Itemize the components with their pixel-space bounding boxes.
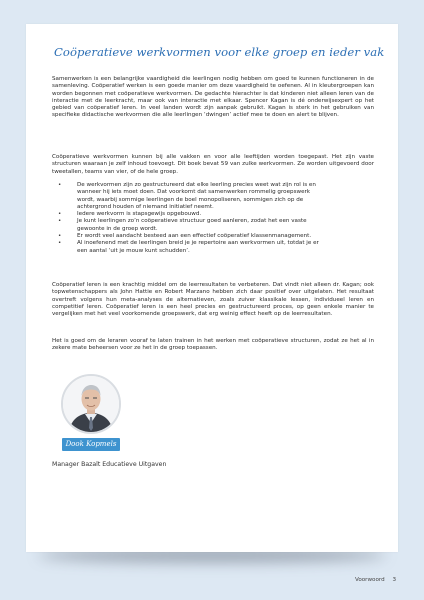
- avatar: [61, 374, 121, 434]
- intro-paragraph: [52, 76, 374, 120]
- page-footer: [349, 577, 396, 583]
- paragraph-structures: Coöperatieve werkvormen kunnen bij alle vakken en voor alle leeftijden worden toegepast. Het zijn vaste structuren waaraan je zelf inhoud toevoegt. Dit boek bevat 59 van zulke werkvormen. Ze worden uitgevoerd door tweetallen, teams van vier, of de hele groep.: [52, 154, 374, 175]
- feature-list: [52, 182, 374, 255]
- list-item: • Er wordt veel aandacht besteed aan een effectief coöperatief klassenmanagement.: [52, 233, 374, 240]
- page-title: Coöperatieve werkvormen voor elke groep en ieder vak: [54, 45, 385, 59]
- paragraph-research: Coöperatief leren is een krachtig middel om de leerresultaten te verbeteren. Dat vindt niet alleen dr. Kagan; ook topwetenschappers als John Hattie en Robert Marzano hebben zich daar positief over uitgelaten. Het resultaat overtreft volgens hun meta-analyses de alternatieven, zoals zuiver klassikale lessen, individueel leren en competitief leren. Coöperatief leren is een heel precies en gestructureerd proces, op geen enkele manier te vergelijken met het veel voorkomende groepswerk, dat erg weinig effect heeft op de leerresultaten.: [52, 282, 374, 318]
- document-page: [26, 24, 398, 552]
- list-item: • Iedere werkvorm is stapsgewijs opgebouwd.: [52, 211, 374, 218]
- closing-paragraph: [52, 338, 374, 353]
- list-item: • Je kunt leerlingen zo’n coöperatieve structuur goed aanleren, zodat het een vaste gewoonte in de groep wordt.: [52, 218, 374, 233]
- structures-paragraph: [52, 154, 374, 176]
- portrait-illustration: [63, 376, 119, 432]
- research-paragraph: [52, 282, 374, 318]
- list-item: • De werkvormen zijn zo gestructureerd dat elke leerling precies weet wat zijn rol is en wanneer hij iets moet doen. Dat voorkomt dat samenwerken rommelig groepswerk wordt, waarbij sommige leerlingen de boel monopoliseren, sommigen zich op de achtergrond houden of niemand initiatief neemt.: [52, 182, 374, 211]
- author-name-badge: Dook Kopmels: [62, 438, 120, 451]
- page-number: 3: [392, 577, 396, 583]
- bullet-list: [52, 182, 374, 255]
- author-photo: [61, 374, 121, 434]
- author-role: Manager Bazalt Educatieve Uitgaven: [52, 461, 167, 468]
- list-item: • Al inoefenend met de leerlingen breid je je repertoire aan werkvormen uit, totdat je er een aantal ‘uit je mouw kunt schudden’.: [52, 240, 374, 255]
- paragraph-intro: Samenwerken is een belangrijke vaardigheid die leerlingen nodig hebben om goed te kunnen functioneren in de samenleving. Coöperatief werken is een goede manier om deze vaardigheid te oefenen. Al in kleutergroepen kan worden begonnen met coöperatieve werkvormen. De gedachte hierachter is dat kinderen niet alleen leren van de interactie met de leerkracht, maar ook van interactie met elkaar. Spencer Kagan is dé onderwijsexpert op het gebied van coöperatief leren. In veel landen wordt zijn aanpak gebruikt. Kagan is sterk in het gebruiken van specifieke didactische werkvormen die alle leerlingen ‘dwingen’ actief mee te doen en alert te blijven.: [52, 76, 374, 119]
- footer-section: Voorwoord: [354, 577, 385, 583]
- paragraph-closing: Het is goed om de leraren vooraf te laten trainen in het werken met coöperatieve structuren, zodat ze het al in zekere mate beheersen voor ze het in de groep toepassen.: [52, 338, 374, 352]
